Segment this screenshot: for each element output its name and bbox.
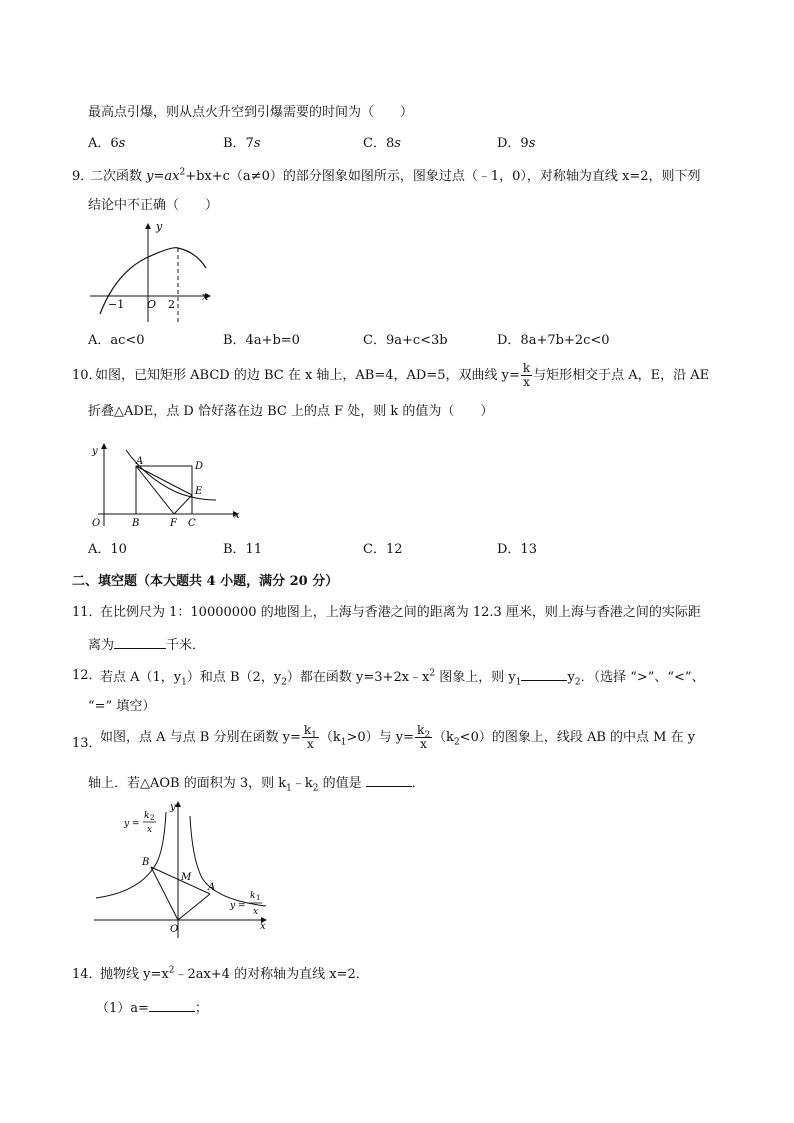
svg-text:A: A xyxy=(208,882,216,893)
q13-number: 13． xyxy=(72,736,102,751)
q12-text-line2: “=” 填空） xyxy=(88,699,156,714)
q8-option-c[interactable]: C．8s xyxy=(363,136,401,151)
q10-text-line1: 如图，已知矩形 ABCD 的边 BC 在 x 轴上，AB=4，AD=5，双曲线 y= $\frac{k}{x}$ 与矩形相交于点 A，E，沿 AE xyxy=(95,361,710,389)
section-title-fill-in: 二、填空题（本大题共 4 小题，满分 20 分） xyxy=(72,574,339,589)
q11-answer-blank[interactable] xyxy=(114,637,166,649)
segment-ae xyxy=(136,466,192,495)
q12-number: 12． xyxy=(72,668,102,683)
svg-text:2: 2 xyxy=(150,814,155,822)
q8-option-b[interactable]: B．7s xyxy=(223,136,261,151)
svg-text:B: B xyxy=(142,857,150,868)
rectangle-abcd xyxy=(136,466,192,514)
q10-number: 10． xyxy=(72,368,102,383)
q9-parabola-figure xyxy=(86,218,216,326)
svg-text:O: O xyxy=(92,518,101,529)
svg-text:F: F xyxy=(170,518,177,529)
q13-hyperbola-figure xyxy=(90,798,272,942)
segment-oa xyxy=(178,894,210,920)
q13-text-line2: 轴上．若△AOB 的面积为 3，则 $k_1﹣k_2$ 的值是 ． xyxy=(88,776,425,794)
segment-af xyxy=(136,466,174,514)
x-label: x xyxy=(202,290,209,303)
svg-text:k: k xyxy=(144,811,150,821)
neg1-label: −1 xyxy=(108,298,125,311)
svg-text:x: x xyxy=(253,907,259,917)
q10-option-d[interactable]: D．13 xyxy=(497,542,537,557)
svg-text:D: D xyxy=(195,461,204,472)
q12-text-line1: 若点 A（1，$y_1$）和点 B（2，$y_2$）都在函数 $y=3+2x﹣x^2$ 图象上，则 $y_1$ $y_2$．（选择 “>”、“<”、 xyxy=(100,668,705,688)
svg-text:1: 1 xyxy=(256,894,261,902)
q9-text-line1: 二次函数 $y=ax^2+bx+c(a\ne 0)$的部分图象如图所示，图象过点（﹣1，0），对称轴为直线 x=2，则下列 xyxy=(90,167,701,184)
q10-option-c[interactable]: C．12 xyxy=(363,542,403,557)
svg-text:O: O xyxy=(170,924,179,935)
q11-number: 11． xyxy=(72,605,102,620)
segment-fe xyxy=(174,495,192,514)
q9-number: 9． xyxy=(72,169,94,184)
q13-text-line1: 如图，点 A 与点 B 分别在函数 y= $\frac{k_1}{x}$ $(k_1>0)$与 y= $\frac{k_2}{x}$ $(k_2<0)$的图象上，线段 AB 的中点 M 在 y xyxy=(100,723,696,751)
q9-option-a[interactable]: A．ac<0 xyxy=(88,333,145,348)
q14-answer-blank[interactable] xyxy=(149,1000,195,1012)
q8-tail-text: 最高点引爆，则从点火升空到引爆需要的时间为（ ） xyxy=(88,105,414,120)
q13-answer-blank[interactable] xyxy=(366,775,412,787)
q10-option-a[interactable]: A．10 xyxy=(88,542,127,557)
q10-text-line2: 折叠△ADE，点 D 恰好落在边 BC 上的点 F 处，则 k 的值为（ ） xyxy=(88,404,494,419)
q11-text-line2: 离为 千米． xyxy=(88,638,206,653)
right-equation-label: y = xyxy=(230,901,246,911)
svg-text:x: x xyxy=(234,510,240,521)
y-label: y xyxy=(156,220,163,233)
svg-text:x: x xyxy=(147,825,153,835)
svg-text:A: A xyxy=(136,456,144,467)
q9-text-line2: 结论中不正确（ ） xyxy=(88,198,219,213)
q10-option-b[interactable]: B．11 xyxy=(223,542,263,557)
q11-text-line1: 在比例尺为 1：10000000 的地图上，上海与香港之间的距离为 12.3 厘米，则上海与香港之间的实际距 xyxy=(100,605,701,620)
q9-option-d[interactable]: D．8a+7b+2c<0 xyxy=(497,333,610,348)
svg-text:B: B xyxy=(132,518,140,529)
svg-text:y: y xyxy=(170,802,176,813)
origin-label: O xyxy=(147,298,157,311)
q10-rectangle-figure xyxy=(86,438,246,530)
svg-text:E: E xyxy=(195,486,203,497)
q14-part1: （1）a= ； xyxy=(96,1001,208,1016)
segment-ob xyxy=(151,867,178,920)
q12-answer-blank[interactable] xyxy=(521,669,567,681)
left-equation-label: y = xyxy=(124,819,140,829)
q14-text-line1: 抛物线 $y=x^2﹣2ax+4$ 的对称轴为直线 x=2． xyxy=(100,965,369,982)
q8-option-d[interactable]: D．9s xyxy=(497,136,536,151)
svg-text:M: M xyxy=(181,872,192,883)
svg-text:x: x xyxy=(260,921,266,932)
q14-number: 14． xyxy=(72,967,102,982)
q9-option-c[interactable]: C．9a+c<3b xyxy=(363,333,448,348)
q8-option-a[interactable]: A．6s xyxy=(88,136,126,151)
two-label: 2 xyxy=(168,298,175,311)
svg-text:k: k xyxy=(250,891,256,901)
svg-text:C: C xyxy=(188,518,196,529)
svg-text:y: y xyxy=(92,446,98,457)
q9-option-b[interactable]: B．4a+b=0 xyxy=(223,333,300,348)
